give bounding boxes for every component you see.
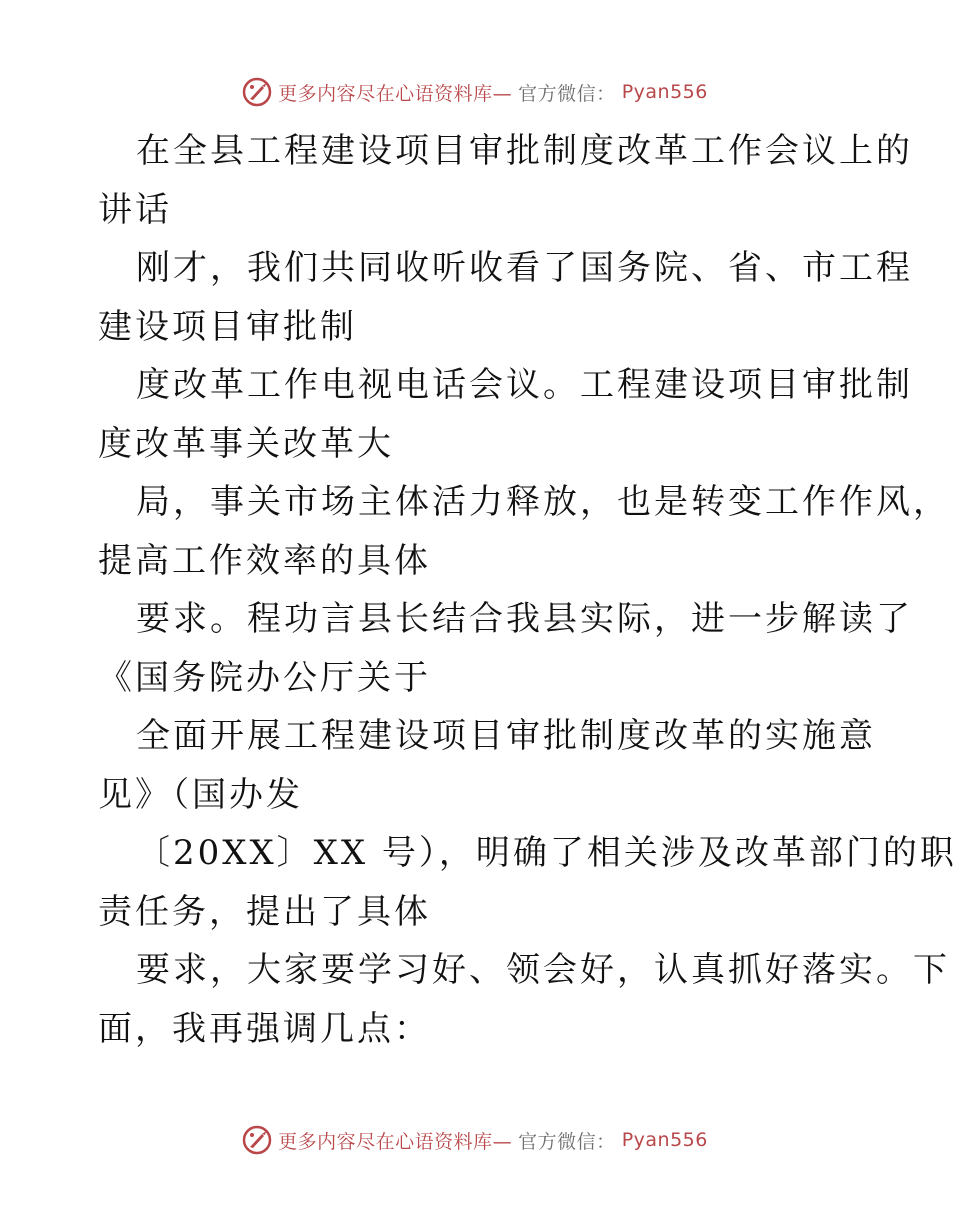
paragraph-line: 见》（国办发	[98, 774, 303, 815]
paragraph-line: 局，事关市场主体活力释放，也是转变工作作风，	[136, 482, 950, 522]
paragraph-line: 〔20XX〕XX 号），明确了相关涉及改革部门的职	[136, 833, 957, 873]
document-title-line: 在全县工程建设项目审批制度改革工作会议上的	[136, 131, 913, 171]
watermark-official-label: 官方微信：	[518, 1130, 616, 1153]
quill-logo-icon	[242, 1125, 272, 1155]
paragraph-line: 《国务院办公厅关于	[98, 657, 431, 698]
paragraph-line: 责任务，提出了具体	[98, 891, 431, 932]
paragraph-line: 要求。程功言县长结合我县实际，进一步解读了	[136, 599, 913, 639]
watermark-text: 更多内容尽在心语资料库—	[278, 1130, 513, 1153]
watermark-wechat-id: Pyan556	[621, 81, 708, 103]
paragraph-line: 度改革事关改革大	[98, 423, 394, 464]
quill-logo-icon	[242, 77, 272, 107]
header-watermark-banner	[0, 72, 950, 112]
footer-watermark-banner	[0, 1120, 950, 1160]
paragraph-line: 刚才，我们共同收听收看了国务院、省、市工程	[136, 248, 913, 288]
watermark-text: 更多内容尽在心语资料库—	[278, 82, 513, 105]
paragraph-line: 建设项目审批制	[98, 306, 357, 347]
watermark-wechat-id: Pyan556	[621, 1129, 708, 1151]
paragraph-line: 全面开展工程建设项目审批制度改革的实施意	[136, 716, 876, 756]
document-body	[98, 122, 957, 1058]
document-title-line: 讲话	[98, 189, 172, 230]
paragraph-line: 要求，大家要学习好、领会好，认真抓好落实。下	[136, 950, 950, 990]
paragraph-line: 提高工作效率的具体	[98, 540, 431, 581]
paragraph-line: 度改革工作电视电话会议。工程建设项目审批制	[136, 365, 913, 405]
watermark-official-label: 官方微信：	[518, 82, 616, 105]
paragraph-line: 面，我再强调几点：	[98, 1008, 431, 1049]
